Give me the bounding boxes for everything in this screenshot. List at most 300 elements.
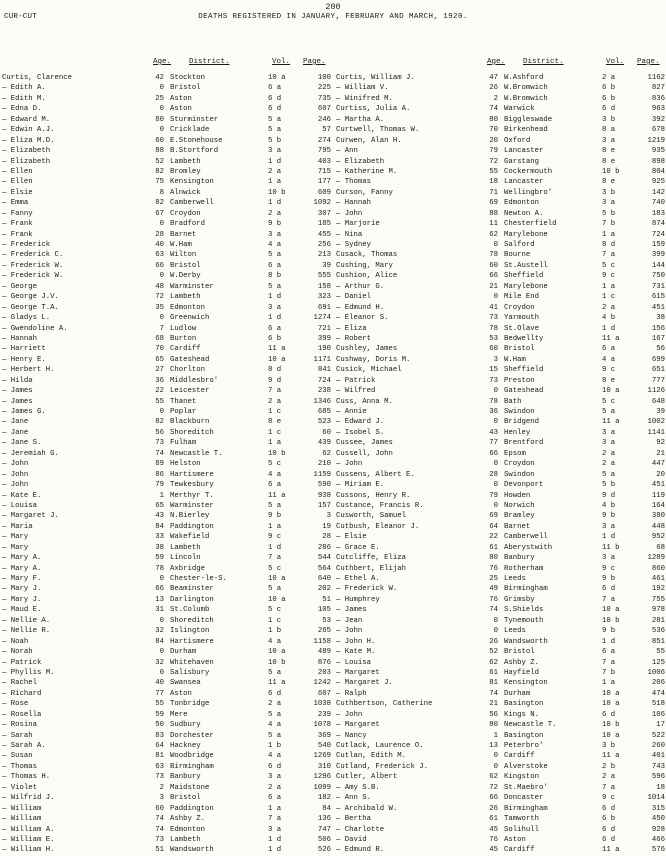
entry-volume: 7 a [602, 595, 616, 604]
entry-age: 0 [159, 648, 164, 657]
entry-name: — Nancy [336, 731, 367, 740]
entry-page: 1274 [313, 314, 331, 323]
register-entry [336, 157, 666, 167]
entry-volume: 1 c [602, 293, 616, 302]
entry-age: 26 [489, 804, 498, 813]
entry-volume: 6 a [268, 261, 282, 270]
entry-name: — Edwin A.J. [2, 126, 55, 135]
entry-name: — Edward J. [336, 418, 385, 427]
entry-name: — James [2, 387, 33, 396]
entry-volume: 6 a [602, 345, 616, 354]
entry-name: Cusick, Michael [336, 366, 402, 375]
register-entry [336, 397, 666, 407]
entry-district: Cricklade [170, 126, 210, 135]
register-entry [2, 386, 332, 396]
entry-district: Marylebone [504, 282, 548, 291]
entry-page: 286 [317, 543, 331, 552]
register-entry [336, 574, 666, 584]
register-entry [336, 804, 666, 814]
entry-name: — Hannah [2, 334, 38, 343]
entry-page: 1038 [313, 700, 331, 709]
entry-name: — Archibald W. [336, 804, 398, 813]
entry-age: 0 [493, 418, 498, 427]
entry-district: Doncaster [504, 794, 544, 803]
entry-page: 750 [651, 272, 665, 281]
register-entry [2, 157, 332, 167]
register-entry [2, 73, 332, 83]
entry-name: — Patrick [336, 376, 376, 385]
register-entry [336, 303, 666, 313]
entry-page: 260 [651, 742, 665, 750]
entry-age: 78 [489, 397, 498, 406]
register-entry [336, 376, 666, 386]
entry-page: 836 [651, 94, 665, 103]
register-entry [2, 532, 332, 542]
entry-volume: 1 d [602, 637, 616, 646]
entry-age: 78 [489, 324, 498, 333]
entry-district: Croydon [504, 303, 535, 312]
register-entry [336, 73, 666, 83]
entry-district: W.Ham [504, 355, 526, 364]
entry-volume: 5 c [268, 606, 282, 615]
entry-district: Gateshead [504, 387, 544, 396]
register-entry [2, 104, 332, 114]
entry-name: Cushion, Alice [336, 272, 398, 281]
entry-page: 281 [651, 616, 665, 625]
entry-page: 795 [317, 147, 331, 156]
entry-district: Bridgend [504, 418, 540, 427]
register-entry [2, 647, 332, 657]
register-entry [2, 710, 332, 720]
entry-name: — Ethel A. [336, 575, 380, 583]
entry-district: Warminster [170, 501, 214, 510]
entry-page: 925 [651, 178, 665, 187]
entry-volume: 8 d [602, 241, 616, 249]
register-entry [336, 136, 666, 146]
entry-page: 715 [317, 167, 331, 176]
entry-district: Leeds [504, 627, 526, 636]
entry-name: — Henry E. [2, 355, 46, 364]
entry-page: 239 [317, 710, 331, 719]
entry-name: — Louisa [336, 658, 372, 667]
entry-district: Beaminster [170, 585, 214, 594]
entry-age: 74 [489, 689, 498, 698]
entry-district: Helston [170, 460, 201, 469]
entry-district: Thanet [170, 397, 197, 406]
entry-page: 60 [322, 428, 331, 437]
register-entry [2, 376, 332, 386]
entry-page: 1158 [313, 637, 331, 646]
entry-name: — Norah [2, 648, 33, 657]
entry-district: Salisbury [170, 668, 210, 677]
entry-age: 56 [489, 710, 498, 719]
register-entry [2, 772, 332, 782]
entry-volume: 1 d [268, 293, 282, 302]
entry-name: — Edward M. [2, 115, 51, 124]
entry-district: S.Shields [504, 606, 544, 615]
entry-page: 506 [317, 835, 331, 844]
entry-district: Lambeth [170, 293, 201, 302]
register-entry [336, 459, 666, 469]
register-entry [336, 355, 666, 365]
entry-district: Whitehaven [170, 658, 214, 667]
entry-district: Sudbury [170, 721, 201, 730]
entry-district: Camberwell [504, 533, 548, 542]
entry-volume: 1 d [268, 846, 282, 855]
entry-age: 73 [489, 314, 498, 323]
entry-name: Cussons, Henry R. [336, 491, 411, 500]
entry-name: — John H. [336, 637, 376, 646]
entry-district: Paddington [170, 522, 214, 531]
entry-district: Basington [504, 731, 544, 740]
entry-volume: 7 b [602, 220, 616, 229]
entry-page: 1159 [313, 470, 331, 479]
entry-name: — Edmund R. [336, 846, 385, 855]
entry-district: Bedwellty [504, 334, 544, 343]
register-entry [2, 678, 332, 688]
entry-age: 74 [155, 815, 164, 824]
register-entry [2, 417, 332, 427]
entry-district: Birmingham [170, 762, 214, 771]
register-entry [336, 470, 666, 480]
entry-volume: 8 d [268, 366, 282, 375]
entry-district: Marylebone [504, 230, 548, 239]
entry-name: Cussee, James [336, 439, 393, 448]
entry-name: — Kate M. [336, 648, 376, 657]
entry-district: Tamworth [504, 815, 540, 824]
entry-age: 61 [489, 543, 498, 552]
entry-volume: 11 a [602, 752, 620, 761]
register-entry [2, 334, 332, 344]
entry-volume: 10 a [602, 606, 620, 615]
entry-volume: 8 e [602, 147, 616, 156]
entry-district: Hartismere [170, 470, 214, 479]
entry-name: Cutler, Albert [336, 773, 398, 782]
entry-age: 55 [489, 167, 498, 176]
entry-name: — Margaret [336, 721, 380, 730]
entry-age: 60 [489, 345, 498, 354]
entry-volume: 4 a [268, 241, 282, 249]
entry-age: 69 [489, 512, 498, 521]
entry-volume: 2 a [602, 460, 616, 469]
entry-age: 38 [155, 543, 164, 552]
entry-page: 190 [317, 345, 331, 354]
register-entry [336, 595, 666, 605]
register-entry [2, 230, 332, 240]
register-entry [336, 793, 666, 803]
entry-name: — Mary A. [2, 554, 42, 563]
entry-volume: 5 a [268, 668, 282, 677]
entry-page: 183 [651, 209, 665, 218]
entry-volume: 2 a [268, 167, 282, 176]
register-entry [336, 438, 666, 448]
entry-page: 685 [317, 408, 331, 416]
entry-volume: 3 a [268, 773, 282, 782]
entry-volume: 3 b [602, 742, 616, 750]
entry-name: — Ellen [2, 178, 33, 187]
entry-district: Maidstone [170, 783, 210, 792]
entry-volume: 10 a [268, 74, 286, 82]
entry-district: Blackburn [170, 418, 210, 427]
entry-page: 119 [651, 491, 665, 500]
entry-page: 540 [317, 742, 331, 750]
entry-name: — Wilfrid J. [2, 794, 55, 803]
entry-page: 256 [317, 241, 331, 249]
entry-name: — Susan [2, 752, 33, 761]
entry-page: 596 [651, 773, 665, 782]
entry-volume: 2 a [268, 783, 282, 792]
entry-age: 63 [155, 251, 164, 260]
entry-age: 0 [159, 272, 164, 281]
entry-page: 876 [317, 658, 331, 667]
entry-page: 39 [322, 261, 331, 270]
entry-volume: 1 a [268, 804, 282, 813]
entry-page: 106 [651, 710, 665, 719]
entry-page: 455 [317, 230, 331, 239]
entry-age: 0 [493, 616, 498, 625]
entry-volume: 1 d [268, 314, 282, 323]
entry-page: 1141 [647, 428, 665, 437]
entry-name: — Edith M. [2, 94, 46, 103]
entry-page: 1346 [313, 397, 331, 406]
entry-page: 403 [317, 157, 331, 166]
entry-name: — Jane S. [2, 439, 42, 448]
entry-age: 73 [155, 439, 164, 448]
entry-volume: 6 d [602, 105, 616, 114]
entry-volume: 9 c [602, 272, 616, 281]
entry-age: 20 [489, 136, 498, 145]
entry-name: — Winifred M. [336, 94, 393, 103]
entry-page: 19 [322, 522, 331, 531]
entry-age: 45 [489, 846, 498, 855]
entry-page: 731 [651, 282, 665, 291]
entry-page: 68 [656, 543, 665, 552]
register-entry [2, 167, 332, 177]
entry-name: Custance, Francis R. [336, 501, 424, 510]
entry-volume: 7 a [602, 658, 616, 667]
entry-name: — Jean [336, 616, 363, 625]
entry-age: 78 [489, 251, 498, 260]
entry-volume: 2 a [602, 303, 616, 312]
entry-age: 72 [489, 157, 498, 166]
entry-page: 466 [651, 835, 665, 844]
entry-page: 804 [651, 167, 665, 176]
entry-age: 61 [489, 815, 498, 824]
register-entry [336, 324, 666, 334]
entry-district: Bristol [170, 261, 201, 270]
entry-district: Tonbridge [170, 700, 210, 709]
register-entry [336, 543, 666, 553]
entry-district: Aston [170, 689, 192, 698]
entry-volume: 3 a [268, 825, 282, 834]
entry-volume: 8 e [268, 418, 282, 427]
entry-page: 1219 [647, 136, 665, 145]
entry-name: — Eleanor S. [336, 314, 389, 323]
entry-district: Warwick [504, 105, 535, 114]
entry-page: 202 [317, 585, 331, 594]
entry-district: Kensington [504, 679, 548, 688]
entry-page: 555 [317, 272, 331, 281]
entry-page: 167 [651, 334, 665, 343]
entry-name: — William E. [2, 835, 55, 844]
entry-page: 721 [317, 324, 331, 333]
entry-name: — Margaret [336, 668, 380, 677]
entry-age: 56 [155, 428, 164, 437]
entry-page: 935 [651, 147, 665, 156]
entry-volume: 8 e [602, 376, 616, 385]
register-entry [336, 845, 666, 855]
entry-page: 100 [317, 74, 331, 82]
entry-name: — David [336, 835, 367, 844]
entry-name: — Gwendoline A. [2, 324, 68, 333]
entry-name: — Mary J. [2, 585, 42, 594]
entry-page: 724 [317, 376, 331, 385]
entry-age: 47 [489, 74, 498, 82]
entry-district: Wandsworth [504, 637, 548, 646]
register-entry [336, 334, 666, 344]
entry-age: 0 [493, 460, 498, 469]
entry-age: 53 [489, 334, 498, 343]
entry-page: 1126 [647, 387, 665, 396]
entry-district: Bromley [170, 167, 201, 176]
register-entry [2, 125, 332, 135]
entry-age: 81 [155, 752, 164, 761]
register-entry [2, 470, 332, 480]
entry-age: 77 [155, 689, 164, 698]
entry-age: 25 [489, 575, 498, 583]
register-entry [2, 699, 332, 709]
entry-volume: 3 a [602, 554, 616, 563]
register-entry [336, 668, 666, 678]
register-entry [336, 522, 666, 532]
entry-age: 13 [155, 595, 164, 604]
entry-district: Ashby Z. [170, 815, 206, 824]
register-entry [2, 835, 332, 845]
entry-district: Axbridge [170, 564, 206, 573]
register-entry [336, 209, 666, 219]
entry-page: 777 [651, 376, 665, 385]
entry-age: 76 [489, 835, 498, 844]
entry-district: Lancaster [504, 147, 544, 156]
entry-volume: 6 b [602, 815, 616, 824]
entry-page: 1289 [647, 554, 665, 563]
left-district-header: District. [189, 58, 230, 66]
entry-district: Shoreditch [170, 616, 214, 625]
entry-name: — Mary [2, 543, 29, 552]
entry-age: 40 [155, 241, 164, 249]
entry-district: Solihull [504, 825, 540, 834]
entry-name: Cuthbert, Elijah [336, 564, 407, 573]
entry-name: — Edith A. [2, 84, 46, 93]
entry-age: 80 [489, 554, 498, 563]
entry-district: Aston [170, 94, 192, 103]
entry-name: — William V. [336, 84, 389, 93]
entry-page: 678 [651, 126, 665, 135]
register-entry [2, 250, 332, 260]
register-entry [336, 678, 666, 688]
entry-name: — Ellen [2, 167, 33, 176]
entry-page: 691 [317, 303, 331, 312]
entry-age: 0 [159, 408, 164, 416]
entry-district: Devonport [504, 481, 544, 490]
entry-district: Birmingham [504, 804, 548, 813]
entry-volume: 10 a [602, 387, 620, 396]
entry-name: — Rose [2, 700, 29, 709]
entry-name: — Frederick W. [2, 261, 64, 270]
entry-page: 544 [317, 554, 331, 563]
entry-volume: 6 a [268, 324, 282, 333]
entry-name: — Katherine M. [336, 167, 398, 176]
entry-age: 13 [489, 742, 498, 750]
entry-district: Mile End [504, 293, 540, 302]
entry-age: 79 [489, 147, 498, 156]
entry-volume: 6 d [268, 105, 282, 114]
entry-page: 380 [651, 512, 665, 521]
register-entry [336, 198, 666, 208]
entry-volume: 5 a [268, 126, 282, 135]
entry-volume: 7 a [268, 815, 282, 824]
entry-volume: 10 a [268, 575, 286, 583]
entry-age: 70 [489, 126, 498, 135]
entry-district: Rotherham [504, 564, 544, 573]
register-entry [336, 219, 666, 229]
entry-name: — Herbert H. [2, 366, 55, 375]
entry-district: Barnet [170, 230, 197, 239]
register-entry [2, 511, 332, 521]
entry-name: — Mary A. [2, 564, 42, 573]
entry-volume: 9 c [268, 533, 282, 542]
entry-page: 648 [651, 397, 665, 406]
entry-volume: 7 a [602, 251, 616, 260]
entry-volume: 6 d [602, 825, 616, 834]
entry-page: 448 [651, 522, 665, 531]
entry-name: — Sarah [2, 731, 33, 740]
register-entry [2, 282, 332, 292]
entry-district: Tynemouth [504, 616, 544, 625]
entry-age: 0 [159, 314, 164, 323]
entry-name: — William A. [2, 825, 55, 834]
entry-name: — Harriett [2, 345, 46, 354]
entry-page: 225 [317, 84, 331, 93]
register-entry [2, 324, 332, 334]
entry-page: 136 [317, 815, 331, 824]
entry-name: Curtiss, Julia A. [336, 105, 411, 114]
register-entry [336, 344, 666, 354]
entry-age: 51 [155, 846, 164, 855]
entry-name: — James G. [2, 408, 46, 416]
entry-name: — Frederick W. [336, 585, 398, 594]
entry-district: Chesterfield [504, 220, 557, 229]
entry-page: 963 [651, 105, 665, 114]
entry-name: — Fanny [2, 209, 33, 218]
entry-age: 63 [155, 762, 164, 771]
entry-page: 1269 [313, 752, 331, 761]
entry-page: 590 [317, 481, 331, 490]
entry-district: Aston [504, 835, 526, 844]
entry-name: — Jane [2, 428, 29, 437]
entry-page: 928 [651, 825, 665, 834]
entry-district: Norwich [504, 501, 535, 510]
entry-page: 274 [317, 136, 331, 145]
entry-age: 0 [493, 481, 498, 490]
entry-page: 192 [651, 585, 665, 594]
entry-age: 50 [155, 721, 164, 730]
entry-age: 27 [155, 366, 164, 375]
entry-volume: 3 b [602, 188, 616, 197]
entry-district: B.Stortford [170, 147, 219, 156]
register-entry [336, 835, 666, 845]
entry-district: Wakefield [170, 533, 210, 542]
